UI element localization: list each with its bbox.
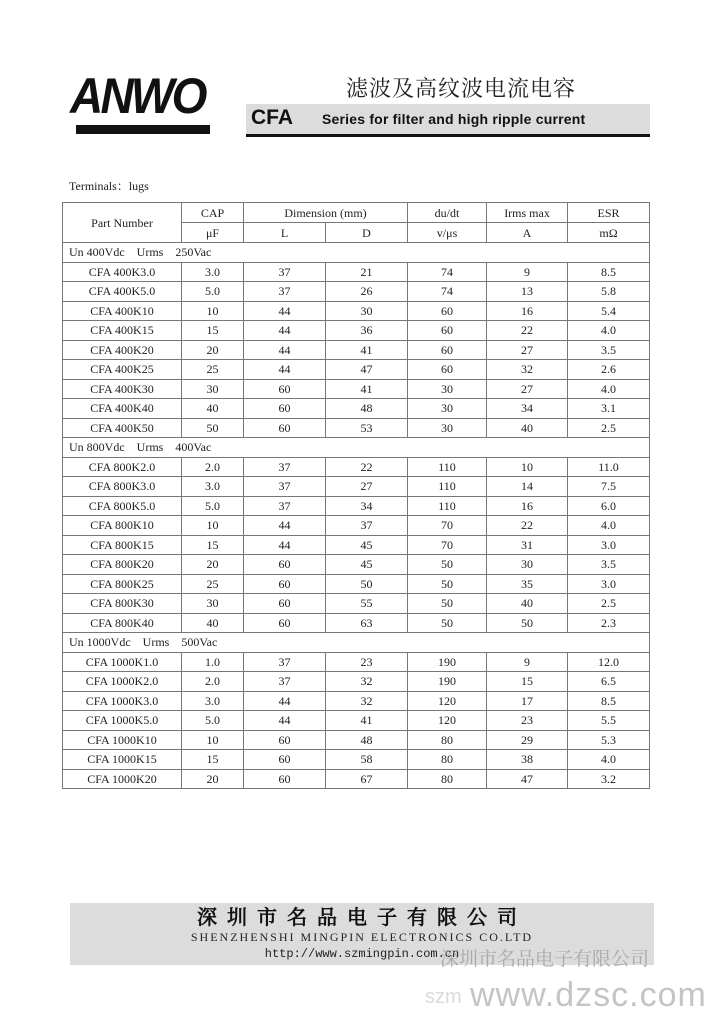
- cell-part-number: CFA 1000K3.0: [63, 691, 182, 711]
- cell-irms: 16: [487, 496, 568, 516]
- cell-dim-d: 27: [326, 477, 408, 497]
- cell-dim-l: 44: [244, 535, 326, 555]
- table-row: [63, 301, 650, 321]
- cell-irms: 27: [487, 340, 568, 360]
- cell-dim-l: 44: [244, 516, 326, 536]
- table-row: [63, 457, 650, 477]
- cell-irms: 16: [487, 301, 568, 321]
- cell-part-number: CFA 800K20: [63, 555, 182, 575]
- cell-dim-l: 60: [244, 555, 326, 575]
- cell-dim-d: 58: [326, 750, 408, 770]
- cell-irms: 40: [487, 594, 568, 614]
- cell-dudt: 30: [408, 418, 487, 438]
- cell-dudt: 60: [408, 321, 487, 341]
- cell-part-number: CFA 400K30: [63, 379, 182, 399]
- cell-dim-l: 60: [244, 379, 326, 399]
- cell-cap: 25: [182, 360, 244, 380]
- table-row: [63, 360, 650, 380]
- cell-dudt: 60: [408, 340, 487, 360]
- cell-cap: 3.0: [182, 691, 244, 711]
- cell-esr: 3.0: [568, 574, 650, 594]
- series-description: Series for filter and high ripple current: [322, 111, 586, 127]
- cell-dim-d: 22: [326, 457, 408, 477]
- company-logo: [70, 68, 215, 138]
- cell-esr: 4.0: [568, 516, 650, 536]
- cell-dim-l: 44: [244, 340, 326, 360]
- group-header-row: [63, 438, 650, 458]
- cell-irms: 32: [487, 360, 568, 380]
- cell-irms: 22: [487, 516, 568, 536]
- cell-esr: 2.5: [568, 418, 650, 438]
- cell-irms: 30: [487, 555, 568, 575]
- cell-part-number: CFA 800K25: [63, 574, 182, 594]
- cell-dudt: 30: [408, 379, 487, 399]
- cell-dim-l: 37: [244, 672, 326, 692]
- cell-dim-d: 36: [326, 321, 408, 341]
- cell-part-number: CFA 400K40: [63, 399, 182, 419]
- cell-cap: 5.0: [182, 282, 244, 302]
- cell-part-number: CFA 1000K2.0: [63, 672, 182, 692]
- header-irms-unit: A: [487, 223, 568, 243]
- cell-dim-l: 60: [244, 730, 326, 750]
- cell-cap: 2.0: [182, 672, 244, 692]
- cell-dim-l: 44: [244, 301, 326, 321]
- cell-irms: 50: [487, 613, 568, 633]
- table-header-row: [63, 203, 650, 223]
- cell-cap: 5.0: [182, 711, 244, 731]
- cell-dim-l: 44: [244, 321, 326, 341]
- cell-esr: 3.0: [568, 535, 650, 555]
- cell-dudt: 70: [408, 516, 487, 536]
- cell-irms: 13: [487, 282, 568, 302]
- cell-dim-d: 23: [326, 652, 408, 672]
- cell-part-number: CFA 400K10: [63, 301, 182, 321]
- cell-dim-l: 44: [244, 691, 326, 711]
- cell-dim-d: 41: [326, 379, 408, 399]
- group-title: Un 800Vdc Urms 400Vac: [63, 438, 650, 458]
- cell-dim-l: 60: [244, 613, 326, 633]
- table-row: [63, 555, 650, 575]
- cell-dim-d: 67: [326, 769, 408, 789]
- table-row: [63, 730, 650, 750]
- cell-irms: 38: [487, 750, 568, 770]
- cell-dim-d: 45: [326, 535, 408, 555]
- cell-dudt: 110: [408, 457, 487, 477]
- group-header-row: [63, 633, 650, 653]
- cell-esr: 2.5: [568, 594, 650, 614]
- table-row: [63, 477, 650, 497]
- cell-part-number: CFA 400K25: [63, 360, 182, 380]
- cell-dim-l: 60: [244, 594, 326, 614]
- table-row: [63, 574, 650, 594]
- cell-part-number: CFA 400K50: [63, 418, 182, 438]
- cell-part-number: CFA 400K15: [63, 321, 182, 341]
- cell-esr: 8.5: [568, 691, 650, 711]
- table-row: [63, 711, 650, 731]
- cell-part-number: CFA 800K2.0: [63, 457, 182, 477]
- table-row: [63, 321, 650, 341]
- cell-dim-l: 60: [244, 574, 326, 594]
- cell-esr: 6.5: [568, 672, 650, 692]
- header-dim-d: D: [326, 223, 408, 243]
- cell-dudt: 50: [408, 613, 487, 633]
- cell-dim-l: 37: [244, 477, 326, 497]
- cell-dim-d: 21: [326, 262, 408, 282]
- cell-esr: 3.5: [568, 340, 650, 360]
- cell-dim-l: 60: [244, 769, 326, 789]
- spec-table: [62, 202, 650, 789]
- company-name-cn: 深圳市名品电子有限公司: [197, 905, 527, 929]
- cell-dim-d: 55: [326, 594, 408, 614]
- header-irms: Irms max: [487, 203, 568, 223]
- cell-dudt: 190: [408, 652, 487, 672]
- table-row: [63, 594, 650, 614]
- header-dim-l: L: [244, 223, 326, 243]
- cell-dim-d: 45: [326, 555, 408, 575]
- cell-esr: 4.0: [568, 379, 650, 399]
- cell-irms: 14: [487, 477, 568, 497]
- cell-cap: 30: [182, 594, 244, 614]
- table-row: [63, 340, 650, 360]
- table-row: [63, 652, 650, 672]
- cell-cap: 20: [182, 555, 244, 575]
- cell-cap: 15: [182, 321, 244, 341]
- cell-esr: 3.2: [568, 769, 650, 789]
- cell-dim-d: 30: [326, 301, 408, 321]
- table-row: [63, 399, 650, 419]
- cell-irms: 17: [487, 691, 568, 711]
- cell-dim-l: 44: [244, 360, 326, 380]
- cell-dudt: 50: [408, 555, 487, 575]
- cell-irms: 31: [487, 535, 568, 555]
- cell-dim-d: 48: [326, 730, 408, 750]
- table-row: [63, 418, 650, 438]
- series-code: CFA: [251, 106, 293, 129]
- cell-part-number: CFA 800K10: [63, 516, 182, 536]
- cell-cap: 20: [182, 769, 244, 789]
- cell-esr: 12.0: [568, 652, 650, 672]
- cell-dim-d: 34: [326, 496, 408, 516]
- cell-dim-d: 63: [326, 613, 408, 633]
- cell-irms: 34: [487, 399, 568, 419]
- cell-dudt: 190: [408, 672, 487, 692]
- cell-irms: 15: [487, 672, 568, 692]
- logo-wordmark: ANWO: [70, 68, 205, 124]
- cell-dudt: 80: [408, 769, 487, 789]
- cell-dudt: 120: [408, 711, 487, 731]
- cell-part-number: CFA 800K5.0: [63, 496, 182, 516]
- cell-irms: 23: [487, 711, 568, 731]
- cell-part-number: CFA 800K15: [63, 535, 182, 555]
- cell-dudt: 60: [408, 301, 487, 321]
- cell-esr: 5.5: [568, 711, 650, 731]
- cell-dim-l: 44: [244, 711, 326, 731]
- cell-cap: 20: [182, 340, 244, 360]
- watermark-url: www.dzsc.com: [470, 976, 707, 1014]
- cell-dim-d: 50: [326, 574, 408, 594]
- cell-esr: 5.4: [568, 301, 650, 321]
- group-header-row: [63, 243, 650, 263]
- cell-dudt: 80: [408, 730, 487, 750]
- cell-dim-d: 47: [326, 360, 408, 380]
- cell-dim-l: 60: [244, 418, 326, 438]
- cell-dudt: 110: [408, 477, 487, 497]
- group-title: Un 400Vdc Urms 250Vac: [63, 243, 650, 263]
- footer-company-cn-band: [70, 903, 654, 929]
- cell-irms: 22: [487, 321, 568, 341]
- table-row: [63, 672, 650, 692]
- cell-dudt: 74: [408, 282, 487, 302]
- table-row: [63, 535, 650, 555]
- watermark-fragment: szm: [425, 986, 462, 1008]
- table-row: [63, 769, 650, 789]
- chinese-product-title: 滤波及高纹波电流电容: [346, 77, 577, 102]
- cell-dudt: 60: [408, 360, 487, 380]
- cell-cap: 40: [182, 613, 244, 633]
- cell-esr: 8.5: [568, 262, 650, 282]
- cell-dim-l: 60: [244, 399, 326, 419]
- cell-cap: 3.0: [182, 262, 244, 282]
- cell-part-number: CFA 400K3.0: [63, 262, 182, 282]
- logo-underline-bar: [76, 125, 210, 134]
- cell-part-number: CFA 1000K20: [63, 769, 182, 789]
- company-url: http://www.szmingpin.com.cn: [264, 947, 460, 961]
- header-dimension: Dimension (mm): [244, 203, 408, 223]
- table-row: [63, 262, 650, 282]
- header-cap: CAP: [182, 203, 244, 223]
- cell-dim-l: 37: [244, 282, 326, 302]
- cell-dim-l: 60: [244, 750, 326, 770]
- cell-cap: 15: [182, 535, 244, 555]
- cell-cap: 25: [182, 574, 244, 594]
- cell-dudt: 110: [408, 496, 487, 516]
- cell-irms: 10: [487, 457, 568, 477]
- cell-irms: 9: [487, 262, 568, 282]
- cell-part-number: CFA 1000K10: [63, 730, 182, 750]
- company-name-en: SHENZHENSHI MINGPIN ELECTRONICS CO.LTD: [190, 930, 534, 944]
- cell-irms: 47: [487, 769, 568, 789]
- cell-irms: 9: [487, 652, 568, 672]
- header-dudt: du/dt: [408, 203, 487, 223]
- cell-dudt: 74: [408, 262, 487, 282]
- table-row: [63, 516, 650, 536]
- header-esr-unit: mΩ: [568, 223, 650, 243]
- cell-dim-l: 37: [244, 496, 326, 516]
- cell-cap: 1.0: [182, 652, 244, 672]
- cell-cap: 15: [182, 750, 244, 770]
- cell-cap: 10: [182, 516, 244, 536]
- cell-esr: 2.6: [568, 360, 650, 380]
- header-cap-unit: μF: [182, 223, 244, 243]
- cell-cap: 40: [182, 399, 244, 419]
- header-esr: ESR: [568, 203, 650, 223]
- cell-dim-l: 37: [244, 652, 326, 672]
- cell-part-number: CFA 1000K1.0: [63, 652, 182, 672]
- cell-esr: 4.0: [568, 750, 650, 770]
- cell-dudt: 50: [408, 574, 487, 594]
- cell-esr: 3.5: [568, 555, 650, 575]
- cell-esr: 5.3: [568, 730, 650, 750]
- cell-esr: 6.0: [568, 496, 650, 516]
- table-row: [63, 691, 650, 711]
- terminals-note: Terminals：lugs: [69, 179, 149, 193]
- cell-cap: 10: [182, 730, 244, 750]
- header-dudt-unit: v/μs: [408, 223, 487, 243]
- cell-part-number: CFA 800K3.0: [63, 477, 182, 497]
- cell-cap: 5.0: [182, 496, 244, 516]
- cell-irms: 27: [487, 379, 568, 399]
- table-row: [63, 613, 650, 633]
- table-row: [63, 282, 650, 302]
- cell-dim-d: 37: [326, 516, 408, 536]
- series-banner: [246, 104, 650, 137]
- cell-dudt: 120: [408, 691, 487, 711]
- cell-irms: 40: [487, 418, 568, 438]
- table-row: [63, 496, 650, 516]
- cell-dim-d: 26: [326, 282, 408, 302]
- group-title: Un 1000Vdc Urms 500Vac: [63, 633, 650, 653]
- cell-dudt: 50: [408, 594, 487, 614]
- header-part-number: Part Number: [63, 203, 182, 243]
- cell-dim-d: 41: [326, 340, 408, 360]
- cell-irms: 29: [487, 730, 568, 750]
- cell-dim-d: 53: [326, 418, 408, 438]
- cell-dim-d: 32: [326, 672, 408, 692]
- cell-dim-d: 48: [326, 399, 408, 419]
- cell-cap: 3.0: [182, 477, 244, 497]
- cell-dim-d: 41: [326, 711, 408, 731]
- cell-esr: 2.3: [568, 613, 650, 633]
- table-row: [63, 379, 650, 399]
- cell-dudt: 80: [408, 750, 487, 770]
- cell-cap: 2.0: [182, 457, 244, 477]
- cell-esr: 11.0: [568, 457, 650, 477]
- watermark-company-cn: 深圳市名品电子有限公司: [440, 948, 650, 970]
- cell-part-number: CFA 1000K5.0: [63, 711, 182, 731]
- cell-esr: 7.5: [568, 477, 650, 497]
- table-row: [63, 750, 650, 770]
- cell-dim-l: 37: [244, 457, 326, 477]
- cell-esr: 4.0: [568, 321, 650, 341]
- cell-cap: 50: [182, 418, 244, 438]
- cell-esr: 5.8: [568, 282, 650, 302]
- cell-esr: 3.1: [568, 399, 650, 419]
- cell-dudt: 30: [408, 399, 487, 419]
- cell-part-number: CFA 400K20: [63, 340, 182, 360]
- cell-dim-l: 37: [244, 262, 326, 282]
- cell-part-number: CFA 1000K15: [63, 750, 182, 770]
- cell-irms: 35: [487, 574, 568, 594]
- cell-part-number: CFA 400K5.0: [63, 282, 182, 302]
- cell-dim-d: 32: [326, 691, 408, 711]
- cell-part-number: CFA 800K30: [63, 594, 182, 614]
- cell-cap: 30: [182, 379, 244, 399]
- cell-cap: 10: [182, 301, 244, 321]
- cell-part-number: CFA 800K40: [63, 613, 182, 633]
- cell-dudt: 70: [408, 535, 487, 555]
